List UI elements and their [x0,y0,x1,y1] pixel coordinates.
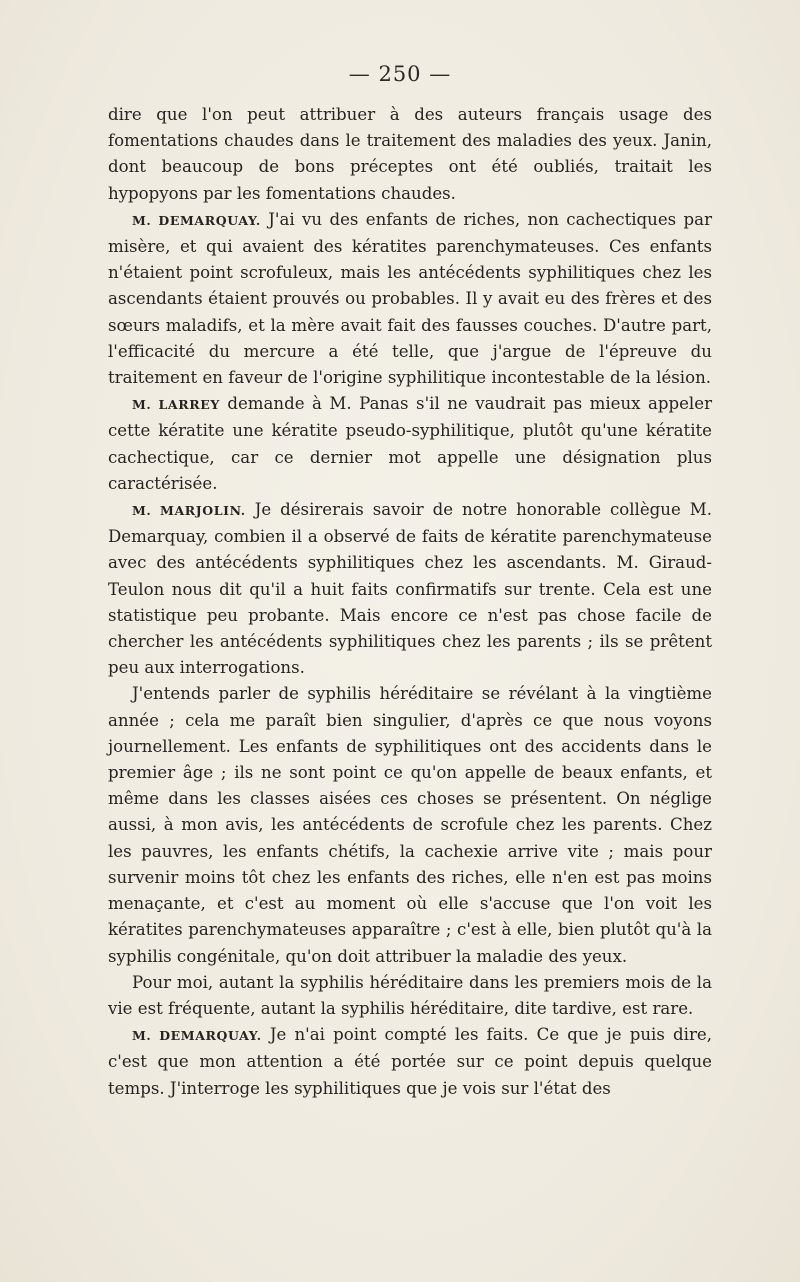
paragraph-demarquay-2 [108,1022,712,1102]
paragraph-marjolin-2 [108,681,712,969]
paragraph-larrey [108,391,712,497]
paragraph-text: demande à M. Panas s'il ne vaudrait pas mieux appeler cette kératite une kératite pseudo-syphilitique, plutôt qu'une kératite cachectique, car ce dernier mot appelle une désignation plus caractérisée. [108,394,712,493]
speaker-name: M. DEMARQUAY. [132,1028,262,1044]
paragraph-text: J'entends parler de syphilis héréditaire se révélant à la vingtième année ; cela me paraît bien singulier, d'après ce que nous voyons journellement. Les enfants de syphilitiques ont des accidents dans le premier âge ; ils ne sont point ce qu'on appelle de beaux enfants, et même dans les classes aisées ces choses se présentent. On néglige aussi, à mon avis, les antécédents de scrofule chez les parents. Chez les pauvres, les enfants chétifs, la cachexie arrive vite ; mais pour survenir moins tôt chez les enfants des riches, elle n'en est pas moins menaçante, et c'est au moment où elle s'accuse que l'on voit les kératites parenchymateuses apparaître ; c'est à elle, bien plutôt qu'à la syphilis congénitale, qu'on doit attribuer la maladie des yeux. [108,684,712,966]
page-number: — 250 — [348,62,452,86]
speaker-name: M. DEMARQUAY. [132,212,261,228]
paragraph-marjolin-3 [108,970,712,1022]
paragraph-text: Pour moi, autant la syphilis héréditaire dans les premiers mois de la vie est fréquente, autant la syphilis héréditaire, dite tardive, est rare. [108,972,712,1018]
paragraph-text: J'ai vu des enfants de riches, non cachectiques par misère, et qui avaient des kératites parenchymateuses. Ces enfants n'étaient point scrofuleux, mais les antécédents syphilitiques chez les ascendants étaient prouvés ou probables. Il y avait eu des frères et des sœurs maladifs, et la mère avait fait des fausses couches. D'autre part, l'efficacité du mercure a été telle, que j'argue de l'épreuve du traitement en faveur de l'origine syphilitique incontestable de la lésion. [108,209,713,388]
paragraph-text: Je n'ai point compté les faits. Ce que je puis dire, c'est que mon attention a été portée sur ce point depuis quelque temps. J'interroge les syphilitiques que je vois sur l'état des [108,1025,712,1098]
paragraph-demarquay-1 [108,207,712,391]
paragraph-text: dire que l'on peut attribuer à des auteurs français usage des fomentations chaudes dans le traitement des maladies des yeux. Janin, dont beaucoup de bons préceptes ont été oubliés, traitait les hypopyons par les fomentations chaudes. [108,105,712,203]
speaker-name: M. LARREY [132,397,220,413]
page-body [108,102,712,1102]
paragraph-text: Je désirerais savoir de notre honorable collègue M. Demarquay, combien il a observé de faits de kératite parenchymateuse avec des antécédents syphilitiques chez les ascendants. M. Giraud-Teulon nous dit qu'il a huit faits confirmatifs sur trente. Cela est une statistique peu probante. Mais encore ce n'est pas chose facile de chercher les antécédents syphilitiques chez les parents ; ils se prêtent peu aux interrogations. [108,500,713,678]
paragraph-continuation [108,102,712,207]
paragraph-marjolin [108,497,712,681]
speaker-name: M. MARJOLIN. [132,503,246,519]
